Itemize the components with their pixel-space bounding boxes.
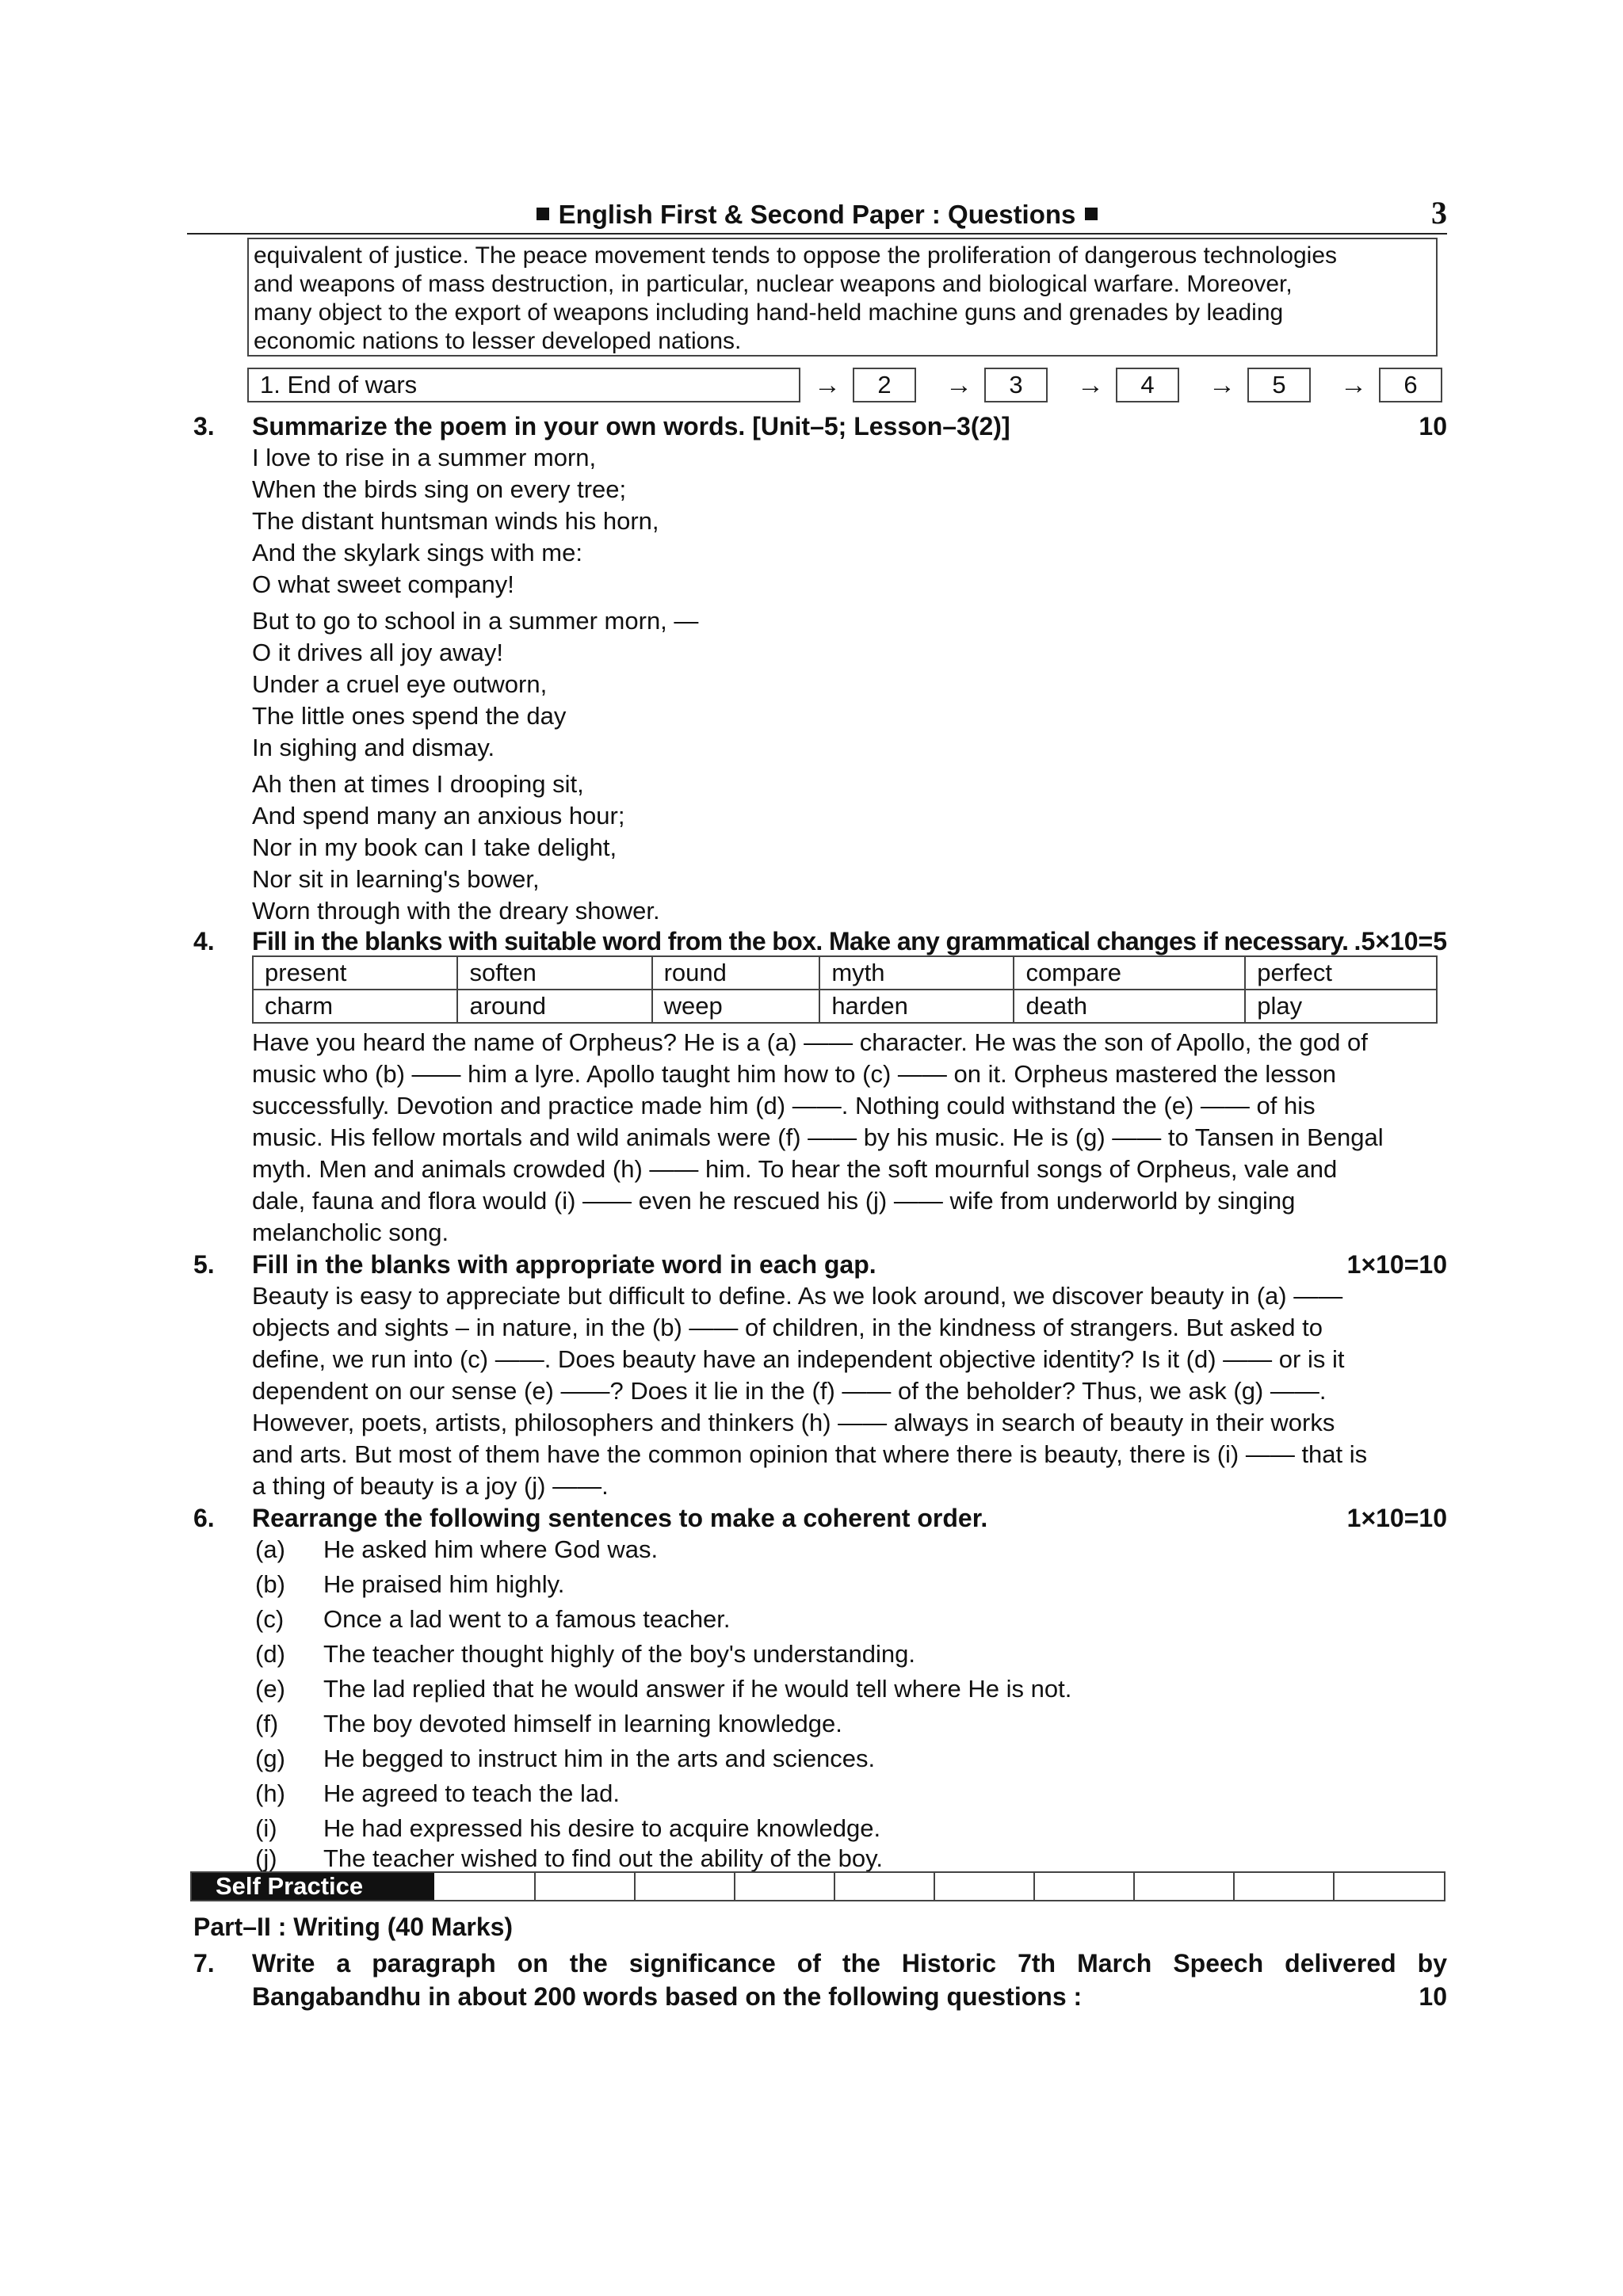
item-letter: (a)	[255, 1535, 285, 1563]
poem-line: When the birds sing on every tree;	[252, 475, 627, 503]
item-letter: (c)	[255, 1605, 285, 1633]
question-number: 7.	[193, 1949, 215, 1978]
item-text: He begged to instruct him in the arts and sciences.	[323, 1745, 876, 1772]
question-marks: .5×10=5	[1354, 927, 1447, 955]
word-box-cell: compare	[1014, 956, 1245, 990]
question-marks: 10	[1419, 412, 1447, 441]
question-number: 5.	[193, 1250, 215, 1279]
poem-line: The distant huntsman winds his horn,	[252, 507, 659, 535]
word-box-cell: around	[457, 990, 651, 1023]
word-box-row	[253, 990, 1437, 1023]
word-box-cell: play	[1245, 990, 1437, 1023]
question-heading: Write a paragraph on the significance of the Historic 7th March Speech delivered by	[252, 1949, 1447, 1978]
item-text: The boy devoted himself in learning knowledge.	[323, 1710, 842, 1737]
paragraph-line: and arts. But most of them have the common opinion that where there is beauty, there is (i) —— that is	[252, 1440, 1368, 1468]
question-number: 4.	[193, 927, 215, 955]
self-practice-label: Self Practice	[192, 1873, 434, 1900]
poem-line: The little ones spend the day	[252, 702, 567, 730]
question-heading: Fill in the blanks with appropriate word in each gap.	[252, 1250, 876, 1279]
paragraph-line: a thing of beauty is a joy (j) ——.	[252, 1472, 609, 1500]
item-text: Once a lad went to a famous teacher.	[323, 1605, 731, 1633]
paragraph-line: dale, fauna and flora would (i) —— even he rescued his (j) —— wife from underworld by singing	[252, 1187, 1296, 1215]
poem-line: But to go to school in a summer morn, —	[252, 607, 699, 635]
word-box	[252, 955, 1438, 1024]
word-box-cell: death	[1014, 990, 1245, 1023]
word-box-row	[253, 956, 1437, 990]
flow-chart	[247, 368, 1447, 402]
poem-line: Ah then at times I drooping sit,	[252, 770, 584, 798]
question-heading: Rearrange the following sentences to make a coherent order.	[252, 1504, 988, 1532]
paragraph	[252, 1280, 1447, 1502]
paragraph-line: However, poets, artists, philosophers and thinkers (h) —— always in search of beauty in their works	[252, 1409, 1335, 1436]
item-letter: (e)	[255, 1675, 285, 1703]
paragraph-line: objects and sights – in nature, in the (b) —— of children, in the kindness of strangers. But asked to	[252, 1314, 1323, 1341]
item-letter: (b)	[255, 1570, 285, 1598]
question-marks: 1×10=10	[1346, 1250, 1447, 1279]
passage-box	[247, 238, 1438, 357]
word-box-cell: charm	[253, 990, 457, 1023]
part-title: Part–II : Writing (40 Marks)	[193, 1913, 514, 1941]
poem-line: Nor sit in learning's bower,	[252, 865, 540, 893]
word-box-cell: soften	[457, 956, 651, 990]
page-header	[187, 196, 1447, 235]
self-practice-cell	[1133, 1873, 1135, 1900]
item-text: The teacher wished to find out the ability of the boy.	[323, 1844, 883, 1872]
question-heading: Summarize the poem in your own words. [Unit–5; Lesson–3(2)]	[252, 412, 1010, 441]
item-letter: (d)	[255, 1640, 285, 1668]
poem-line: Worn through with the dreary shower.	[252, 897, 660, 925]
item-letter: (i)	[255, 1814, 277, 1842]
poem-line: O what sweet company!	[252, 570, 514, 598]
flow-box: 6	[1379, 368, 1442, 402]
paragraph-line: Beauty is easy to appreciate but difficult to define. As we look around, we discover beauty in (a) ——	[252, 1282, 1343, 1310]
item-text: He agreed to teach the lad.	[323, 1779, 620, 1807]
right-arrow-icon: →	[1077, 370, 1104, 400]
word-box-cell: harden	[819, 990, 1014, 1023]
self-practice-cell	[1033, 1873, 1035, 1900]
item-letter: (g)	[255, 1745, 285, 1772]
self-practice-cell	[534, 1873, 536, 1900]
flow-box: 4	[1116, 368, 1179, 402]
item-letter: (h)	[255, 1779, 285, 1807]
self-practice-cell	[634, 1873, 636, 1900]
item-letter: (f)	[255, 1710, 279, 1737]
passage-line: many object to the export of weapons including hand-held machine guns and grenades by leading	[254, 299, 1284, 326]
poem-line: I love to rise in a summer morn,	[252, 444, 597, 471]
word-box-cell: perfect	[1245, 956, 1437, 990]
word-box-cell: weep	[652, 990, 820, 1023]
question-marks: 10	[1419, 1982, 1447, 2011]
poem-line: And spend many an anxious hour;	[252, 802, 625, 830]
flow-box-first: 1. End of wars	[247, 368, 800, 402]
question-number: 3.	[193, 412, 215, 441]
self-practice-cell	[1233, 1873, 1235, 1900]
item-text: He praised him highly.	[323, 1570, 565, 1598]
flow-box: 2	[853, 368, 916, 402]
paragraph-line: successfully. Devotion and practice made him (d) ——. Nothing could withstand the (e) —— of his	[252, 1092, 1316, 1119]
passage-line: and weapons of mass destruction, in particular, nuclear weapons and biological warfare. Moreover,	[254, 271, 1293, 297]
header-title	[187, 196, 1447, 233]
question-number: 6.	[193, 1504, 215, 1532]
question-heading: Bangabandhu in about 200 words based on the following questions :	[252, 1982, 1083, 2011]
square-bullet-icon	[537, 208, 549, 220]
page-number: 3	[1431, 195, 1447, 231]
right-arrow-icon: →	[1340, 370, 1367, 400]
self-practice-cell	[1333, 1873, 1335, 1900]
paragraph	[252, 1027, 1447, 1249]
self-practice-cell	[734, 1873, 735, 1900]
paragraph-line: define, we run into (c) ——. Does beauty have an independent objective identity? Is it (d) —— or is it	[252, 1345, 1345, 1373]
paragraph-line: dependent on our sense (e) ——? Does it lie in the (f) —— of the beholder? Thus, we ask (g) ——.	[252, 1377, 1327, 1405]
flow-box: 3	[984, 368, 1048, 402]
square-bullet-icon	[1085, 208, 1098, 220]
paragraph-line: Have you heard the name of Orpheus? He is a (a) —— character. He was the son of Apollo, the god of	[252, 1028, 1368, 1056]
word-box-cell: myth	[819, 956, 1014, 990]
passage-line: equivalent of justice. The peace movement tends to oppose the proliferation of dangerous technologies	[254, 242, 1338, 269]
paragraph-line: music. His fellow mortals and wild animals were (f) —— by his music. He is (g) —— to Tansen in Bengal	[252, 1123, 1384, 1151]
header-title-text: English First & Second Paper : Questions	[558, 200, 1076, 229]
poem-line: Nor in my book can I take delight,	[252, 833, 617, 861]
paragraph-line: music who (b) —— him a lyre. Apollo taught him how to (c) —— on it. Orpheus mastered the lesson	[252, 1060, 1336, 1088]
right-arrow-icon: →	[1209, 370, 1235, 400]
self-practice-cell	[834, 1873, 835, 1900]
flow-box: 5	[1247, 368, 1311, 402]
right-arrow-icon: →	[814, 370, 841, 400]
word-box-cell: present	[253, 956, 457, 990]
item-text: He asked him where God was.	[323, 1535, 659, 1563]
word-box-cell: round	[652, 956, 820, 990]
poem-line: And the skylark sings with me:	[252, 539, 582, 566]
passage-line: economic nations to lesser developed nations.	[254, 328, 742, 354]
item-text: The teacher thought highly of the boy's understanding.	[323, 1640, 915, 1668]
item-text: He had expressed his desire to acquire knowledge.	[323, 1814, 881, 1842]
poem-line: O it drives all joy away!	[252, 639, 503, 666]
poem-line: In sighing and dismay.	[252, 734, 495, 761]
question-heading: Fill in the blanks with suitable word from the box. Make any grammatical changes if necessary.	[252, 927, 1349, 955]
item-letter: (j)	[255, 1844, 277, 1872]
question-marks: 1×10=10	[1346, 1504, 1447, 1532]
poem-line: Under a cruel eye outworn,	[252, 670, 548, 698]
right-arrow-icon: →	[945, 370, 972, 400]
item-text: The lad replied that he would answer if he would tell where He is not.	[323, 1675, 1072, 1703]
self-practice-cell	[934, 1873, 935, 1900]
paragraph-line: myth. Men and animals crowded (h) —— him. To hear the soft mournful songs of Orpheus, vale and	[252, 1155, 1338, 1183]
self-practice-strip	[190, 1871, 1445, 1901]
paragraph-line: melancholic song.	[252, 1219, 449, 1246]
